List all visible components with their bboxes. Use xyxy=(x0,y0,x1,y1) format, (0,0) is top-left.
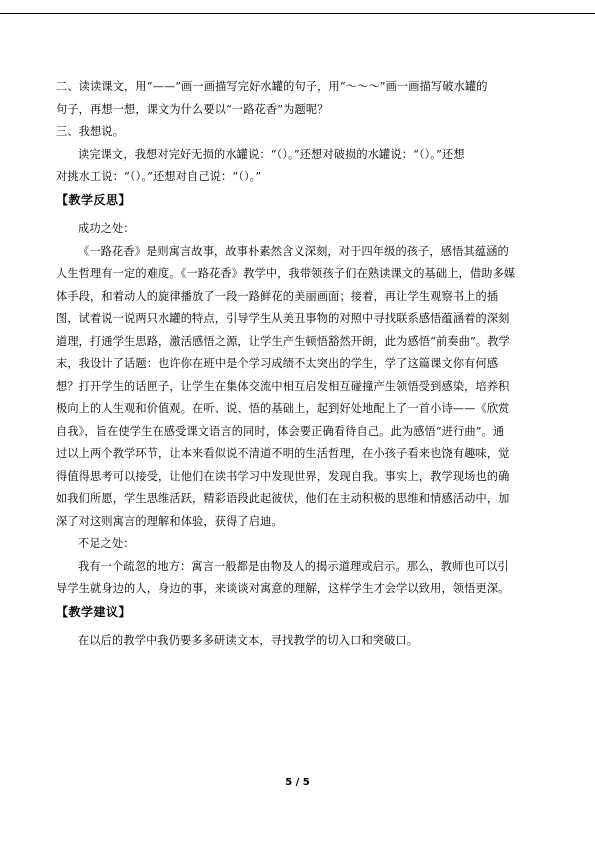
reflection-line: 极向上的人生观和价值观。在听、说、悟的基础上，起到好处地配上了一首小诗——《欣赏 xyxy=(56,402,510,415)
task2-line: 句子，再想一想，课文为什么要以“一路花香”为题呢？ xyxy=(56,102,329,116)
reflection-line: 过以上两个教学环节，让本来看似说不清道不明的生活哲理，在小孩子看来也饶有趣味，觉 xyxy=(56,447,510,460)
reflection-line: 深了对这则寓言的理解和体验，获得了启迪。 xyxy=(56,514,283,528)
header-rule xyxy=(0,13,595,14)
success-label: 成功之处： xyxy=(78,222,135,235)
reflection-line: 图，试着说一说两只水罐的特点，引导学生从美丑事物的对照中寻找联系感悟蕴涵着的深刻 xyxy=(56,312,510,325)
task2-line: 二、读读课文，用“——”画一画描写完好水罐的句子，用“～～～”画一画描写破水罐的 xyxy=(56,80,488,93)
reflection-heading: 【教学反思】 xyxy=(56,192,132,207)
shortfall-line: 我有一个疏忽的地方：寓言一般都是由物及人的揭示道理或启示。那么，教师也可以引 xyxy=(78,559,509,573)
reflection-line: 人生哲理有一定的难度。《一路花香》教学中，我带领孩子们在熟读课文的基础上，借助多媒 xyxy=(56,267,516,280)
task3-line: 对挑水工说：“（）。”还想对自己说：“（）。” xyxy=(56,170,262,183)
shortfall-label: 不足之处： xyxy=(78,537,135,550)
reflection-line: 如我们所愿，学生思维活跃，精彩语段此起彼伏，他们在主动积极的思维和情感活动中，加 xyxy=(56,492,510,505)
reflection-line: 末，我设计了话题：也许你在班中是个学习成绩不太突出的学生，学了这篇课文你有何感 xyxy=(56,357,499,370)
reflection-line: 想？打开学生的话匣子，让学生在集体交流中相互启发相互碰撞产生领悟受到感染，培养积 xyxy=(56,379,510,393)
document-body xyxy=(56,76,542,653)
reflection-line: 得值得思考可以接受，让他们在读书学习中发现世界，发现自我。事实上，教学现场也的确 xyxy=(56,469,510,483)
task3-line: 读完课文，我想对完好无损的水罐说：“（）。”还想对破损的水罐说：“（）。”还想 xyxy=(78,147,465,161)
reflection-line: 自我》，旨在使学生在感受课文语言的同时，体会要正确看待自己。此为感悟“进行曲”。通 xyxy=(56,424,505,438)
page-number: 5 / 5 xyxy=(285,777,310,788)
reflection-line: 体手段，和着动人的旋律播放了一段一路鲜花的美丽画面；接着，再让学生观察书上的插 xyxy=(56,289,499,303)
reflection-line: 道理，打通学生思路，激活感悟之源，让学生产生顿悟豁然开朗，此为感悟“前奏曲”。教学 xyxy=(56,334,510,348)
suggestion-heading: 【教学建议】 xyxy=(56,604,132,619)
shortfall-line: 导学生就身边的人，身边的事，来谈谈对寓意的理解，这样学生才会学以致用，领悟更深。 xyxy=(56,582,510,595)
suggestion-line: 在以后的教学中我仍要多多研读文本，寻找教学的切入口和突破口。 xyxy=(78,634,419,647)
reflection-line: 《一路花香》是则寓言故事，故事朴素然含义深刻，对于四年级的孩子，感悟其蕴涵的 xyxy=(78,244,509,258)
task3-title: 三、我想说。 xyxy=(56,125,125,138)
